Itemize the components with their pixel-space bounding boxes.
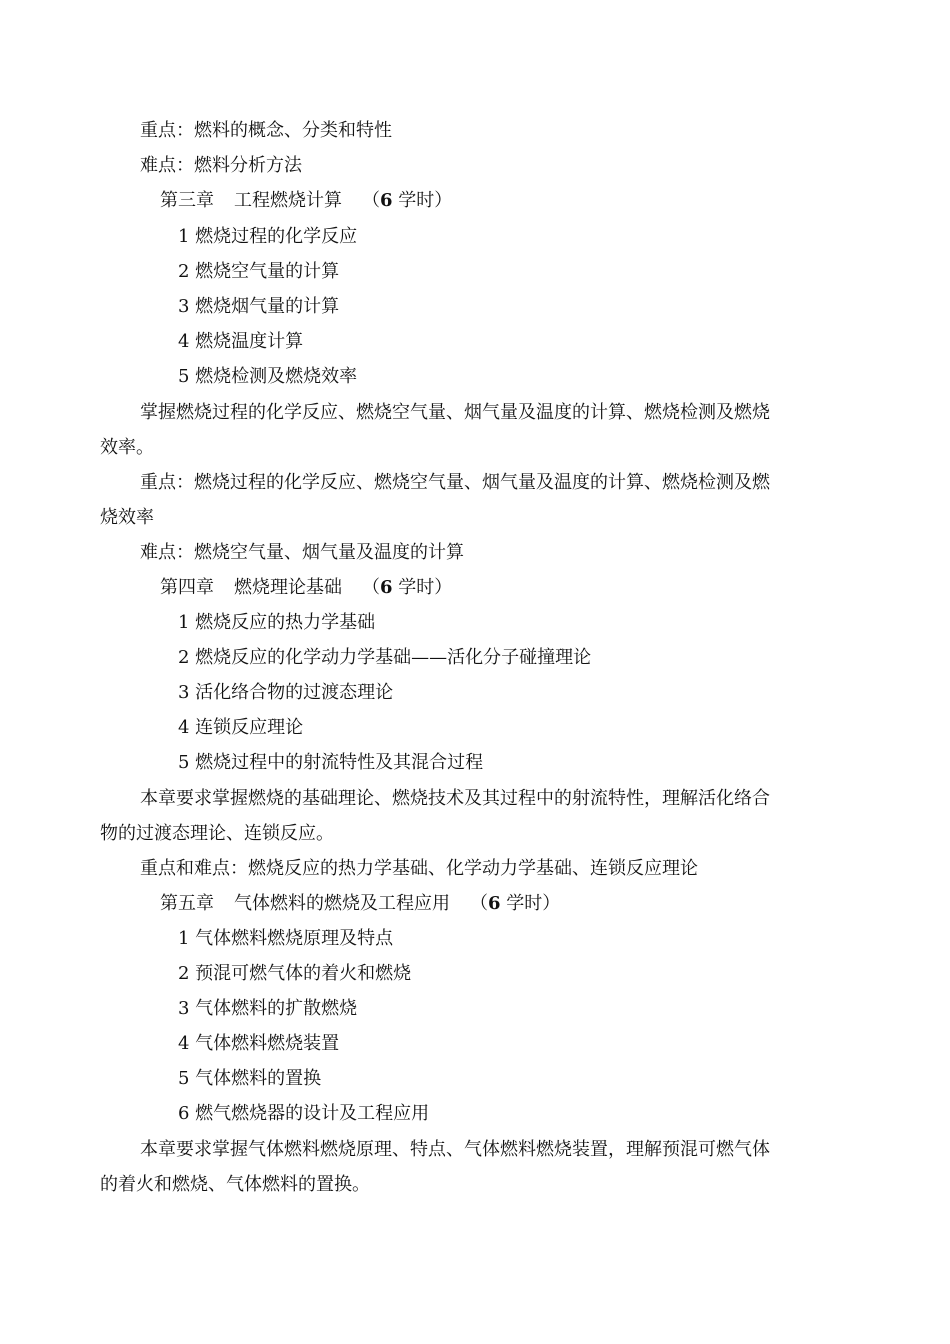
ch5-requirement: 本章要求掌握气体燃料燃烧原理、特点、气体燃料燃烧装置，理解预混可燃气体 [140, 1139, 770, 1160]
chapter-name: 气体燃料的燃烧及工程应用 [234, 893, 450, 914]
list-item: 5 气体燃料的置换 [178, 1068, 322, 1089]
list-item: 3 活化络合物的过渡态理论 [178, 682, 394, 703]
ch4-heading [160, 576, 452, 600]
chapter-name: 燃烧理论基础 [234, 577, 342, 598]
list-item: 6 燃气燃烧器的设计及工程应用 [178, 1103, 430, 1124]
hours-number: 6 [380, 577, 393, 598]
ch4-requirement: 本章要求掌握燃烧的基础理论、燃烧技术及其过程中的射流特性，理解活化络合 [140, 788, 770, 809]
list-item: 3 气体燃料的扩散燃烧 [178, 998, 358, 1019]
list-item: 4 燃烧温度计算 [178, 331, 304, 352]
hours-number: 6 [380, 190, 393, 211]
hours-open: （ [470, 893, 488, 914]
hours-close: 学时） [398, 190, 453, 211]
chapter-label: 第五章 [160, 893, 214, 914]
list-item: 2 燃烧反应的化学动力学基础——活化分子碰撞理论 [178, 647, 592, 668]
hours-close: 学时） [398, 577, 453, 598]
chapter-label: 第四章 [160, 577, 214, 598]
list-item: 3 燃烧烟气量的计算 [178, 296, 340, 317]
list-item: 2 预混可燃气体的着火和燃烧 [178, 963, 412, 984]
ch3-focus-cont: 烧效率 [100, 507, 154, 528]
ch5-requirement-cont: 的着火和燃烧、气体燃料的置换。 [100, 1174, 370, 1195]
ch2-focus: 重点：燃料的概念、分类和特性 [140, 120, 392, 141]
list-item: 2 燃烧空气量的计算 [178, 261, 340, 282]
ch3-difficulty: 难点：燃烧空气量、烟气量及温度的计算 [140, 542, 464, 563]
list-item: 1 气体燃料燃烧原理及特点 [178, 928, 394, 949]
hours-close: 学时） [506, 893, 561, 914]
ch2-difficulty: 难点：燃料分析方法 [140, 155, 302, 176]
ch3-requirement: 掌握燃烧过程的化学反应、燃烧空气量、烟气量及温度的计算、燃烧检测及燃烧 [140, 402, 770, 423]
chapter-name: 工程燃烧计算 [234, 190, 342, 211]
ch3-focus: 重点：燃烧过程的化学反应、燃烧空气量、烟气量及温度的计算、燃烧检测及燃 [140, 472, 770, 493]
hours-number: 6 [488, 893, 501, 914]
ch5-heading [160, 892, 560, 916]
ch3-heading [160, 189, 452, 213]
ch4-requirement-cont: 物的过渡态理论、连锁反应。 [100, 823, 334, 844]
list-item: 5 燃烧过程中的射流特性及其混合过程 [178, 752, 484, 773]
list-item: 4 气体燃料燃烧装置 [178, 1033, 340, 1054]
list-item: 5 燃烧检测及燃烧效率 [178, 366, 358, 387]
ch4-focus: 重点和难点：燃烧反应的热力学基础、化学动力学基础、连锁反应理论 [140, 858, 698, 879]
list-item: 1 燃烧过程的化学反应 [178, 226, 358, 247]
ch3-requirement-cont: 效率。 [100, 437, 154, 458]
list-item: 1 燃烧反应的热力学基础 [178, 612, 376, 633]
chapter-label: 第三章 [160, 190, 214, 211]
hours-open: （ [362, 577, 380, 598]
hours-open: （ [362, 190, 380, 211]
list-item: 4 连锁反应理论 [178, 717, 304, 738]
